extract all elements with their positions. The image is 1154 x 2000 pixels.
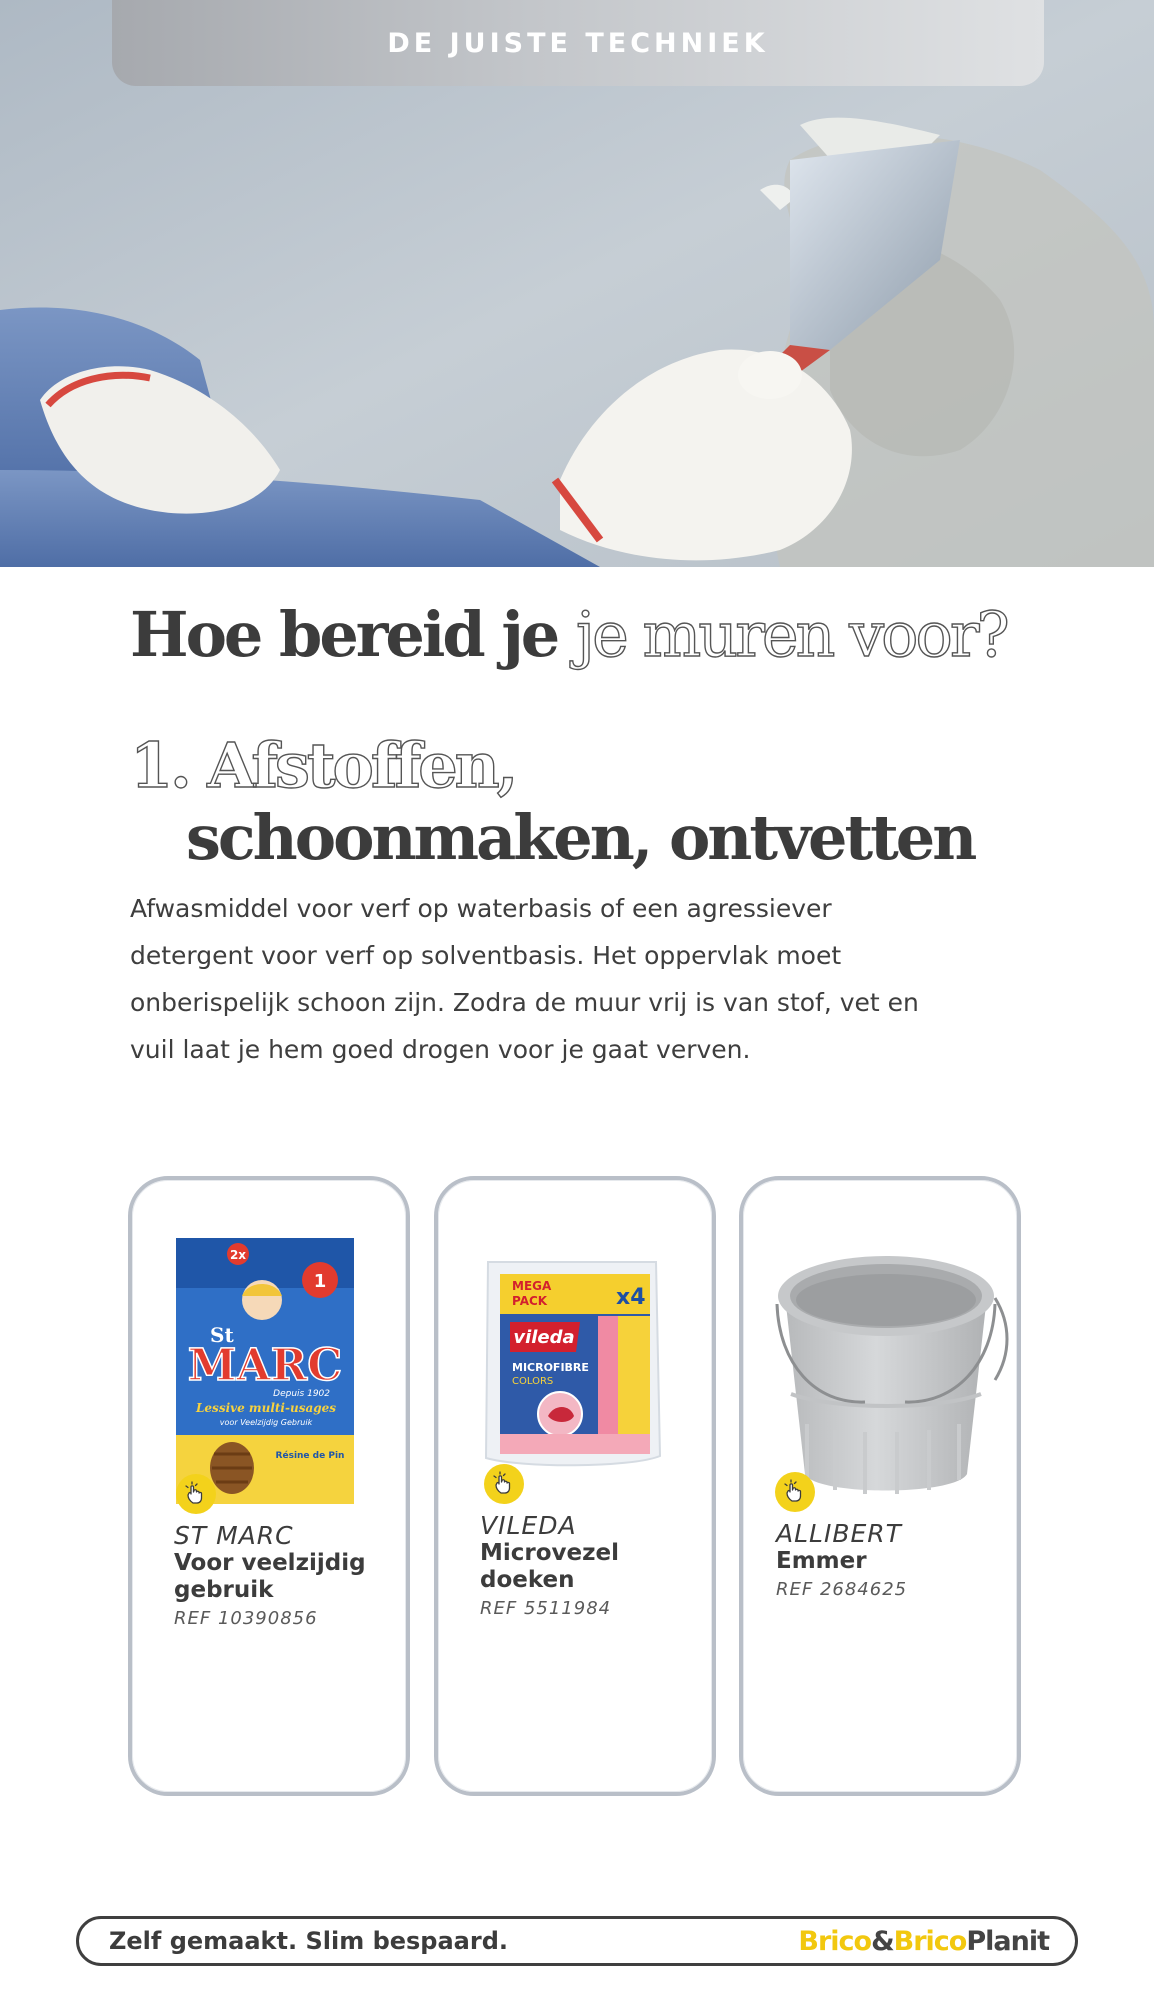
pack-tag-top: MEGA <box>512 1279 552 1293</box>
section-tab <box>112 0 1044 86</box>
hand-pointer-icon <box>782 1479 808 1505</box>
page-title <box>130 598 1050 671</box>
pack-count: x4 <box>616 1285 646 1310</box>
bucket-image <box>755 1234 1017 1504</box>
logo-ampersand: & <box>871 1925 894 1957</box>
step-description: Afwasmiddel voor verf op waterbasis of een agressiever detergent voor verf op solventbasis. Het oppervlak moet onberispelijk schoon zijn. Zodra de muur vrij is van stof, vet en vuil laat je hem goed drogen voor je gaat verven. <box>130 894 919 1064</box>
hand-pointer-icon <box>491 1471 517 1497</box>
product-name: Microvezel doeken <box>480 1540 620 1593</box>
pack-tag-bottom: PACK <box>512 1294 548 1308</box>
product-card-vileda[interactable] <box>434 1176 716 1796</box>
pack-badge: 2x <box>229 1248 247 1262</box>
pack-scent: Résine de Pin <box>275 1451 345 1461</box>
pack-line-2: COLORS <box>512 1376 554 1387</box>
section-tab-label: DE JUISTE TECHNIEK <box>387 27 769 59</box>
pack-logo: vileda <box>513 1327 575 1348</box>
pack-line-1: Lessive multi-usages <box>195 1401 337 1415</box>
logo-part-planit: Planit <box>966 1925 1049 1957</box>
step-heading <box>130 730 1050 874</box>
step-heading-line-2: schoonmaken, ontvetten <box>186 801 975 874</box>
hand-pointer-icon <box>183 1481 209 1507</box>
product-name: Voor veelzijdig gebruik <box>174 1550 366 1603</box>
product-brand: ST MARC <box>174 1521 294 1550</box>
tap-icon[interactable] <box>176 1474 216 1514</box>
product-ref: REF 2684625 <box>776 1579 908 1600</box>
pack-brand-top: St <box>210 1323 234 1347</box>
page-title-outline: je muren voor? <box>575 598 1007 671</box>
pack-line-1: MICROFIBRE <box>512 1361 589 1374</box>
footer-slogan: Zelf gemaakt. Slim bespaard. <box>109 1927 509 1955</box>
logo-part-brico: Brico <box>798 1925 872 1957</box>
product-brand: ALLIBERT <box>776 1519 902 1548</box>
product-card-allibert[interactable] <box>739 1176 1021 1796</box>
tap-icon[interactable] <box>484 1464 524 1504</box>
product-ref: REF 5511984 <box>480 1598 612 1619</box>
pack-brand-main: MARC <box>187 1340 343 1391</box>
pack-since: Depuis 1902 <box>273 1389 330 1399</box>
svg-text:1: 1 <box>313 1271 327 1292</box>
product-card-st-marc[interactable] <box>128 1176 410 1796</box>
tap-icon[interactable] <box>775 1472 815 1512</box>
pack-line-2: voor Veelzijdig Gebruik <box>219 1418 313 1427</box>
st-marc-package-image <box>170 1230 360 1510</box>
hero-image <box>0 0 1154 567</box>
vileda-package-image <box>480 1256 664 1474</box>
page-title-bold: Hoe bereid je <box>130 598 558 671</box>
footer-bar <box>76 1916 1078 1966</box>
brico-logo[interactable] <box>798 1926 1049 1957</box>
product-name: Emmer <box>776 1548 867 1574</box>
product-brand: VILEDA <box>480 1511 577 1540</box>
product-ref: REF 10390856 <box>174 1608 318 1629</box>
logo-part-brico-2: Brico <box>893 1925 967 1957</box>
step-heading-line-1: 1. Afstoffen, <box>130 729 516 802</box>
